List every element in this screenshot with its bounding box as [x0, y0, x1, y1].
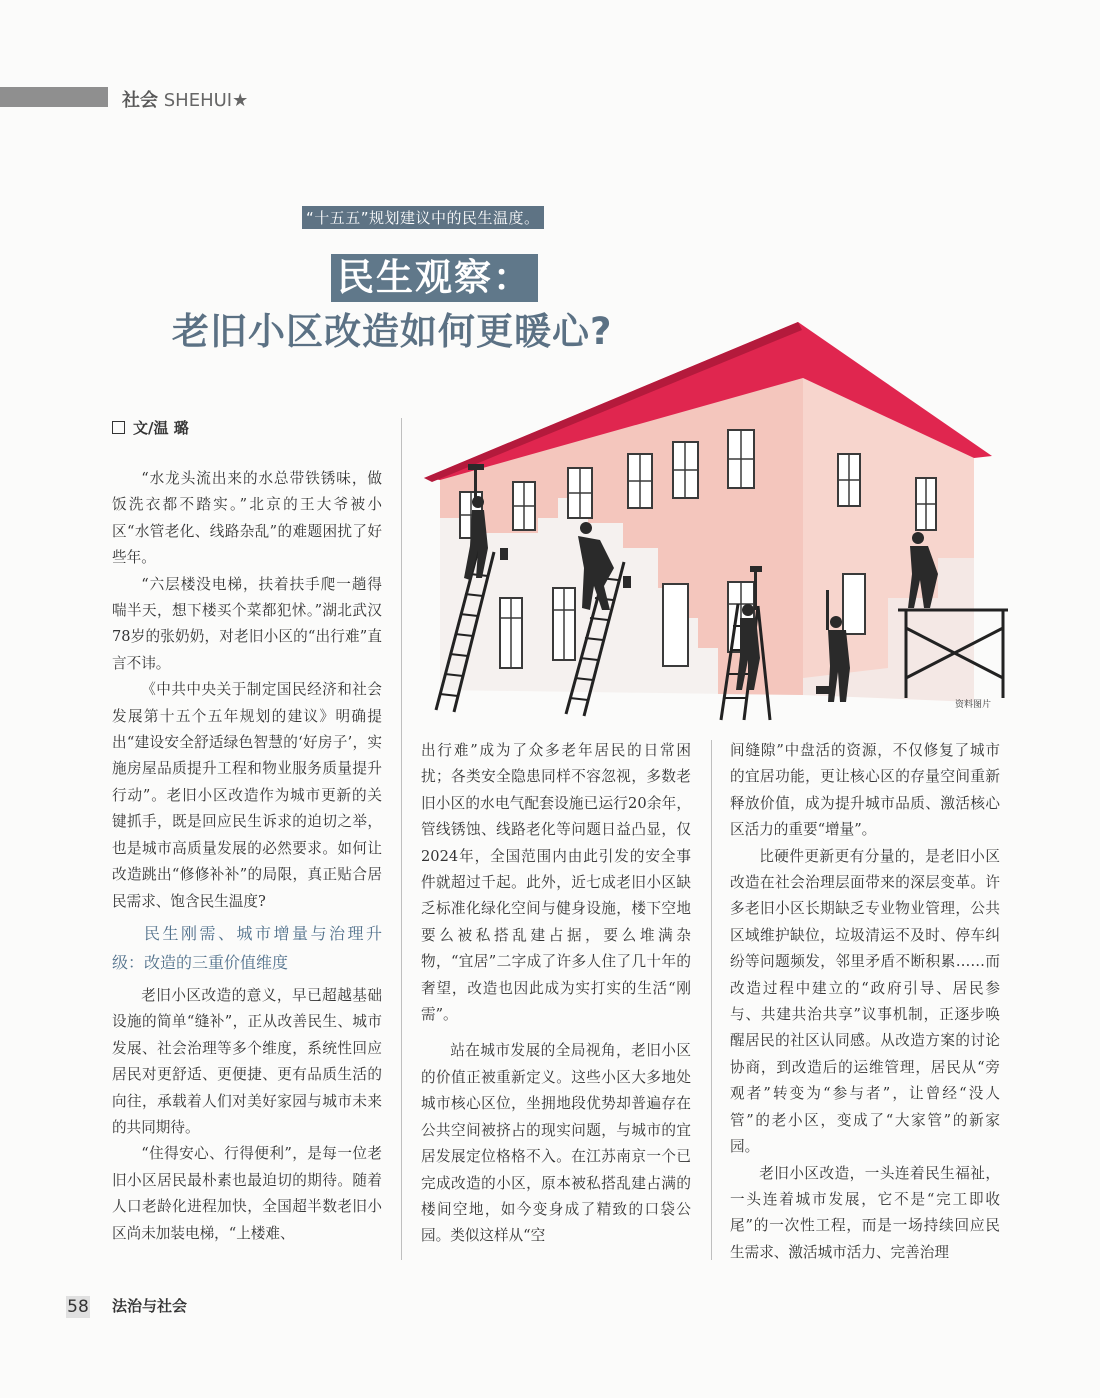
illustration-credit: 资料图片 — [955, 700, 992, 710]
section-name: 社会 — [122, 90, 158, 111]
magazine-name: 法治与社会 — [112, 1297, 188, 1315]
byline-box-icon — [112, 421, 125, 434]
section-subheading: 民生刚需、城市增量与治理升级：改造的三重价值维度 — [112, 923, 382, 972]
title-line-2: 老旧小区改造如何更暖心? — [172, 310, 613, 353]
paragraph: “住得安心、行得便利”，是每一位老旧小区居民最朴素也最迫切的期待。随着人口老龄化进程加快，全国超半数老旧小区尚未加装电梯，“上楼难、 — [112, 1145, 382, 1242]
paragraph: 比硬件更新更有分量的，是老旧小区改造在社会治理层面带来的深层变革。许多老旧小区长期缺乏专业物业管理，公共区域维护缺位，垃圾清运不及时、停车纠纷等问题频发，邻里矛盾不断积累……而改造过程中建立的“政府引导、居民参与、共建共治共享”议事机制，正逐步唤醒居民的社区认同感。从改造方案的讨论协商，到改造后的运维管理，居民从“旁观者”转变为“参与者”，让曾经“没人管”的老小区，变成了“大家管”的新家园。 — [730, 847, 1000, 1156]
column-divider — [401, 418, 402, 1260]
article-column-2 — [421, 738, 691, 1250]
section-label — [122, 86, 248, 112]
paragraph: 站在城市发展的全局视角，老旧小区的价值正被重新定义。这些小区大多地处城市核心区位，坐拥地段优势却普遍存在公共空间被挤占的现实问题，与城市的宜居发展定位格格不入。在江苏南京一个已完成改造的小区，原本被私搭乱建占满的楼间空地，如今变身成了精致的口袋公园。类似这样从“空 — [421, 1042, 691, 1245]
article-column-1 — [112, 466, 382, 1247]
paragraph: 《中共中央关于制定国民经济和社会发展第十五个五年规划的建议》明确提出“建设安全舒适绿色智慧的‘好房子’，实施房屋品质提升工程和物业服务质量提升行动”。老旧小区改造作为城市更新的关键抓手，既是回应民生诉求的迫切之举，也是城市高质量发展的必然要求。如何让改造跳出“修修补补”的局限，真正贴合居民需求、饱含民生温度? — [112, 681, 382, 910]
paragraph: “水龙头流出来的水总带铁锈味，做饭洗衣都不踏实。”北京的王大爷被小区“水管老化、线路杂乱”的难题困扰了好些年。 — [112, 470, 382, 567]
byline-text: 文/温 璐 — [133, 419, 189, 437]
paragraph: “六层楼没电梯，扶着扶手爬一趟得喘半天，想下楼买个菜都犯怵。”湖北武汉78岁的张奶奶，对老旧小区的“出行难”直言不讳。 — [112, 575, 382, 672]
article-column-3 — [730, 738, 1000, 1266]
title-line-1: 民生观察： — [331, 254, 538, 302]
paragraph: 老旧小区改造的意义，早已超越基础设施的简单“缝补”，正从改善民生、城市发展、社会治理等多个维度，系统性回应居民对更舒适、更便捷、更有品质生活的向往，承载着人们对美好家园与城市未来的共同期待。 — [112, 986, 382, 1136]
column-divider — [711, 740, 712, 1260]
byline — [112, 417, 189, 438]
section-color-bar — [0, 87, 108, 107]
paragraph: 间缝隙”中盘活的资源，不仅修复了城市的宜居功能，更让核心区的存量空间重新释放价值，成为提升城市品质、激活核心区活力的重要“增量”。 — [730, 742, 1000, 839]
paragraph: 老旧小区改造，一头连着民生福祉，一头连着城市发展，它不是“完工即收尾”的一次性工程，而是一场持续回应民生需求、激活城市活力、完善治理 — [730, 1164, 1000, 1261]
kicker: “十五五”规划建议中的民生温度。 — [302, 206, 544, 229]
section-name-en: SHEHUI★ — [163, 90, 249, 111]
paragraph: 出行难”成为了众多老年居民的日常困扰；各类安全隐患同样不容忽视，多数老旧小区的水电气配套设施已运行20余年，管线锈蚀、线路老化等问题日益凸显，仅2024年，全国范围内由此引发的安全事件就超过千起。此外，近七成老旧小区缺乏标准化绿化空间与健身设施，楼下空地要么被私搭乱建占据，要么堆满杂物，“宜居”二字成了许多人住了几十年的奢望，改造也因此成为实打实的生活“刚需”。 — [421, 742, 691, 1024]
house-renovation-illustration — [418, 318, 1010, 728]
page-number: 58 — [67, 1297, 89, 1317]
